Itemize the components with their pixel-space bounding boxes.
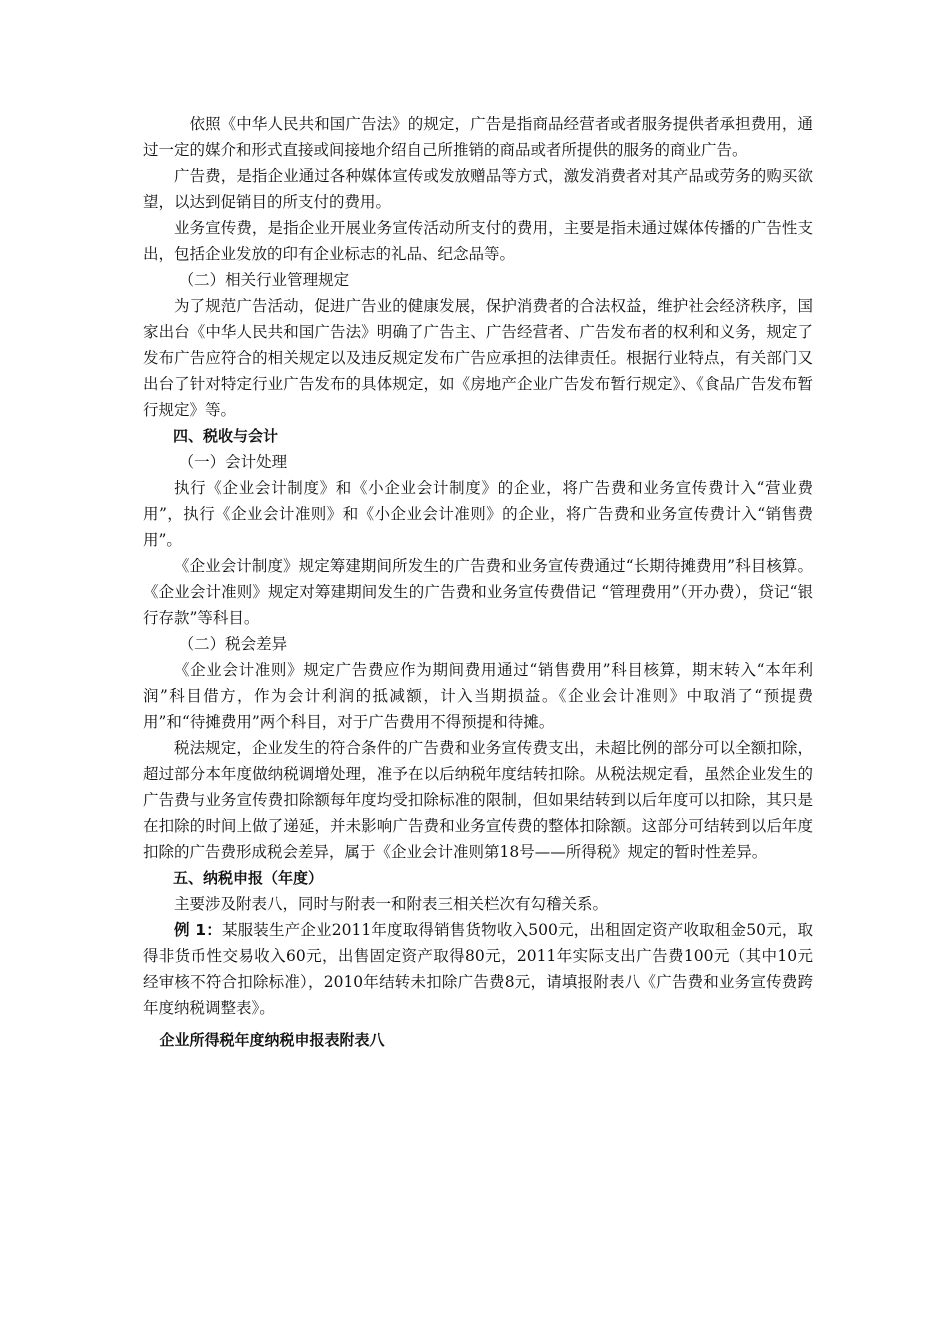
subheading-tax-accounting-difference: （二）税会差异: [178, 635, 288, 653]
paragraph-schedule-relations: 主要涉及附表八，同时与附表一和附表三相关栏次有勾稽关系。: [174, 895, 609, 913]
paragraph-advertising-law-definition: 依照《中华人民共和国广告法》的规定，广告是指商品经营者或者服务提供者承担费用，通过一定的媒介和形式直接或间接地介绍自己所推销的商品或者所提供的服务的商业广告。: [143, 115, 813, 159]
document-body: [143, 111, 813, 1053]
heading-tax-and-accounting: 四、税收与会计: [173, 427, 279, 445]
table-title: 企业所得税年度纳税申报表附表八: [159, 1031, 385, 1049]
paragraph-promotion-fee-definition: 业务宣传费，是指企业开展业务宣传活动所支付的费用，主要是指未通过媒体传播的广告性支出，包括企业发放的印有企业标志的礼品、纪念品等。: [143, 219, 813, 263]
example-label: 例 1：: [174, 921, 222, 939]
paragraph-preparation-period: 《企业会计制度》规定筹建期间所发生的广告费和业务宣传费通过“长期待摊费用”科目核算。《企业会计准则》规定对筹建期间发生的广告费和业务宣传费借记 “管理费用”（开办费），贷记“银行存款”等科目。: [143, 557, 813, 627]
heading-tax-filing: 五、纳税申报（年度）: [173, 869, 324, 887]
paragraph-accounting-accounts: 执行《企业会计制度》和《小企业会计制度》的企业，将广告费和业务宣传费计入“营业费用”，执行《企业会计准则》和《小企业会计准则》的企业，将广告费和业务宣传费计入“销售费用”。: [143, 479, 813, 549]
paragraph-advertising-fee-definition: 广告费，是指企业通过各种媒体宣传或发放赠品等方式，激发消费者对其产品或劳务的购买欲望，以达到促销目的所支付的费用。: [143, 167, 813, 211]
paragraph-period-expense: 《企业会计准则》规定广告费应作为期间费用通过“销售费用”科目核算，期末转入“本年利润”科目借方，作为会计利润的抵减额，计入当期损益。《企业会计准则》中取消了“预提费用”和“待摊费用”两个科目，对于广告费用不得预提和待摊。: [143, 661, 813, 731]
paragraph-industry-regulations: 为了规范广告活动，促进广告业的健康发展，保护消费者的合法权益，维护社会经济秩序，国家出台《中华人民共和国广告法》明确了广告主、广告经营者、广告发布者的权利和义务，规定了发布广告应符合的相关规定以及违反规定发布广告应承担的法律责任。根据行业特点，有关部门又出台了针对特定行业广告发布的具体规定，如《房地产企业广告发布暂行规定》、《食品广告发布暂行规定》等。: [143, 297, 813, 419]
subheading-accounting-treatment: （一）会计处理: [178, 453, 288, 471]
subheading-industry-regulations: （二）相关行业管理规定: [178, 271, 350, 289]
paragraph-example-1: [143, 917, 813, 1021]
example-text: 某服装生产企业2011年度取得销售货物收入500元，出租固定资产收取租金50元，取得非货币性交易收入60元，出售固定资产取得80元，2011年实际支出广告费100元（其中10元经审核不符合扣除标准），2010年结转未扣除广告费8元，请填报附表八《广告费和业务宣传费跨年度纳税调整表》。: [143, 921, 813, 1017]
paragraph-tax-law-deduction: 税法规定，企业发生的符合条件的广告费和业务宣传费支出，未超比例的部分可以全额扣除，超过部分本年度做纳税调增处理，准予在以后纳税年度结转扣除。从税法规定看，虽然企业发生的广告费与业务宣传费扣除额每年度均受扣除标准的限制，但如果结转到以后年度可以扣除，其只是在扣除的时间上做了递延，并未影响广告费和业务宣传费的整体扣除额。这部分可结转到以后年度扣除的广告费形成税会差异，属于《企业会计准则第18号——所得税》规定的暂时性差异。: [143, 739, 813, 861]
